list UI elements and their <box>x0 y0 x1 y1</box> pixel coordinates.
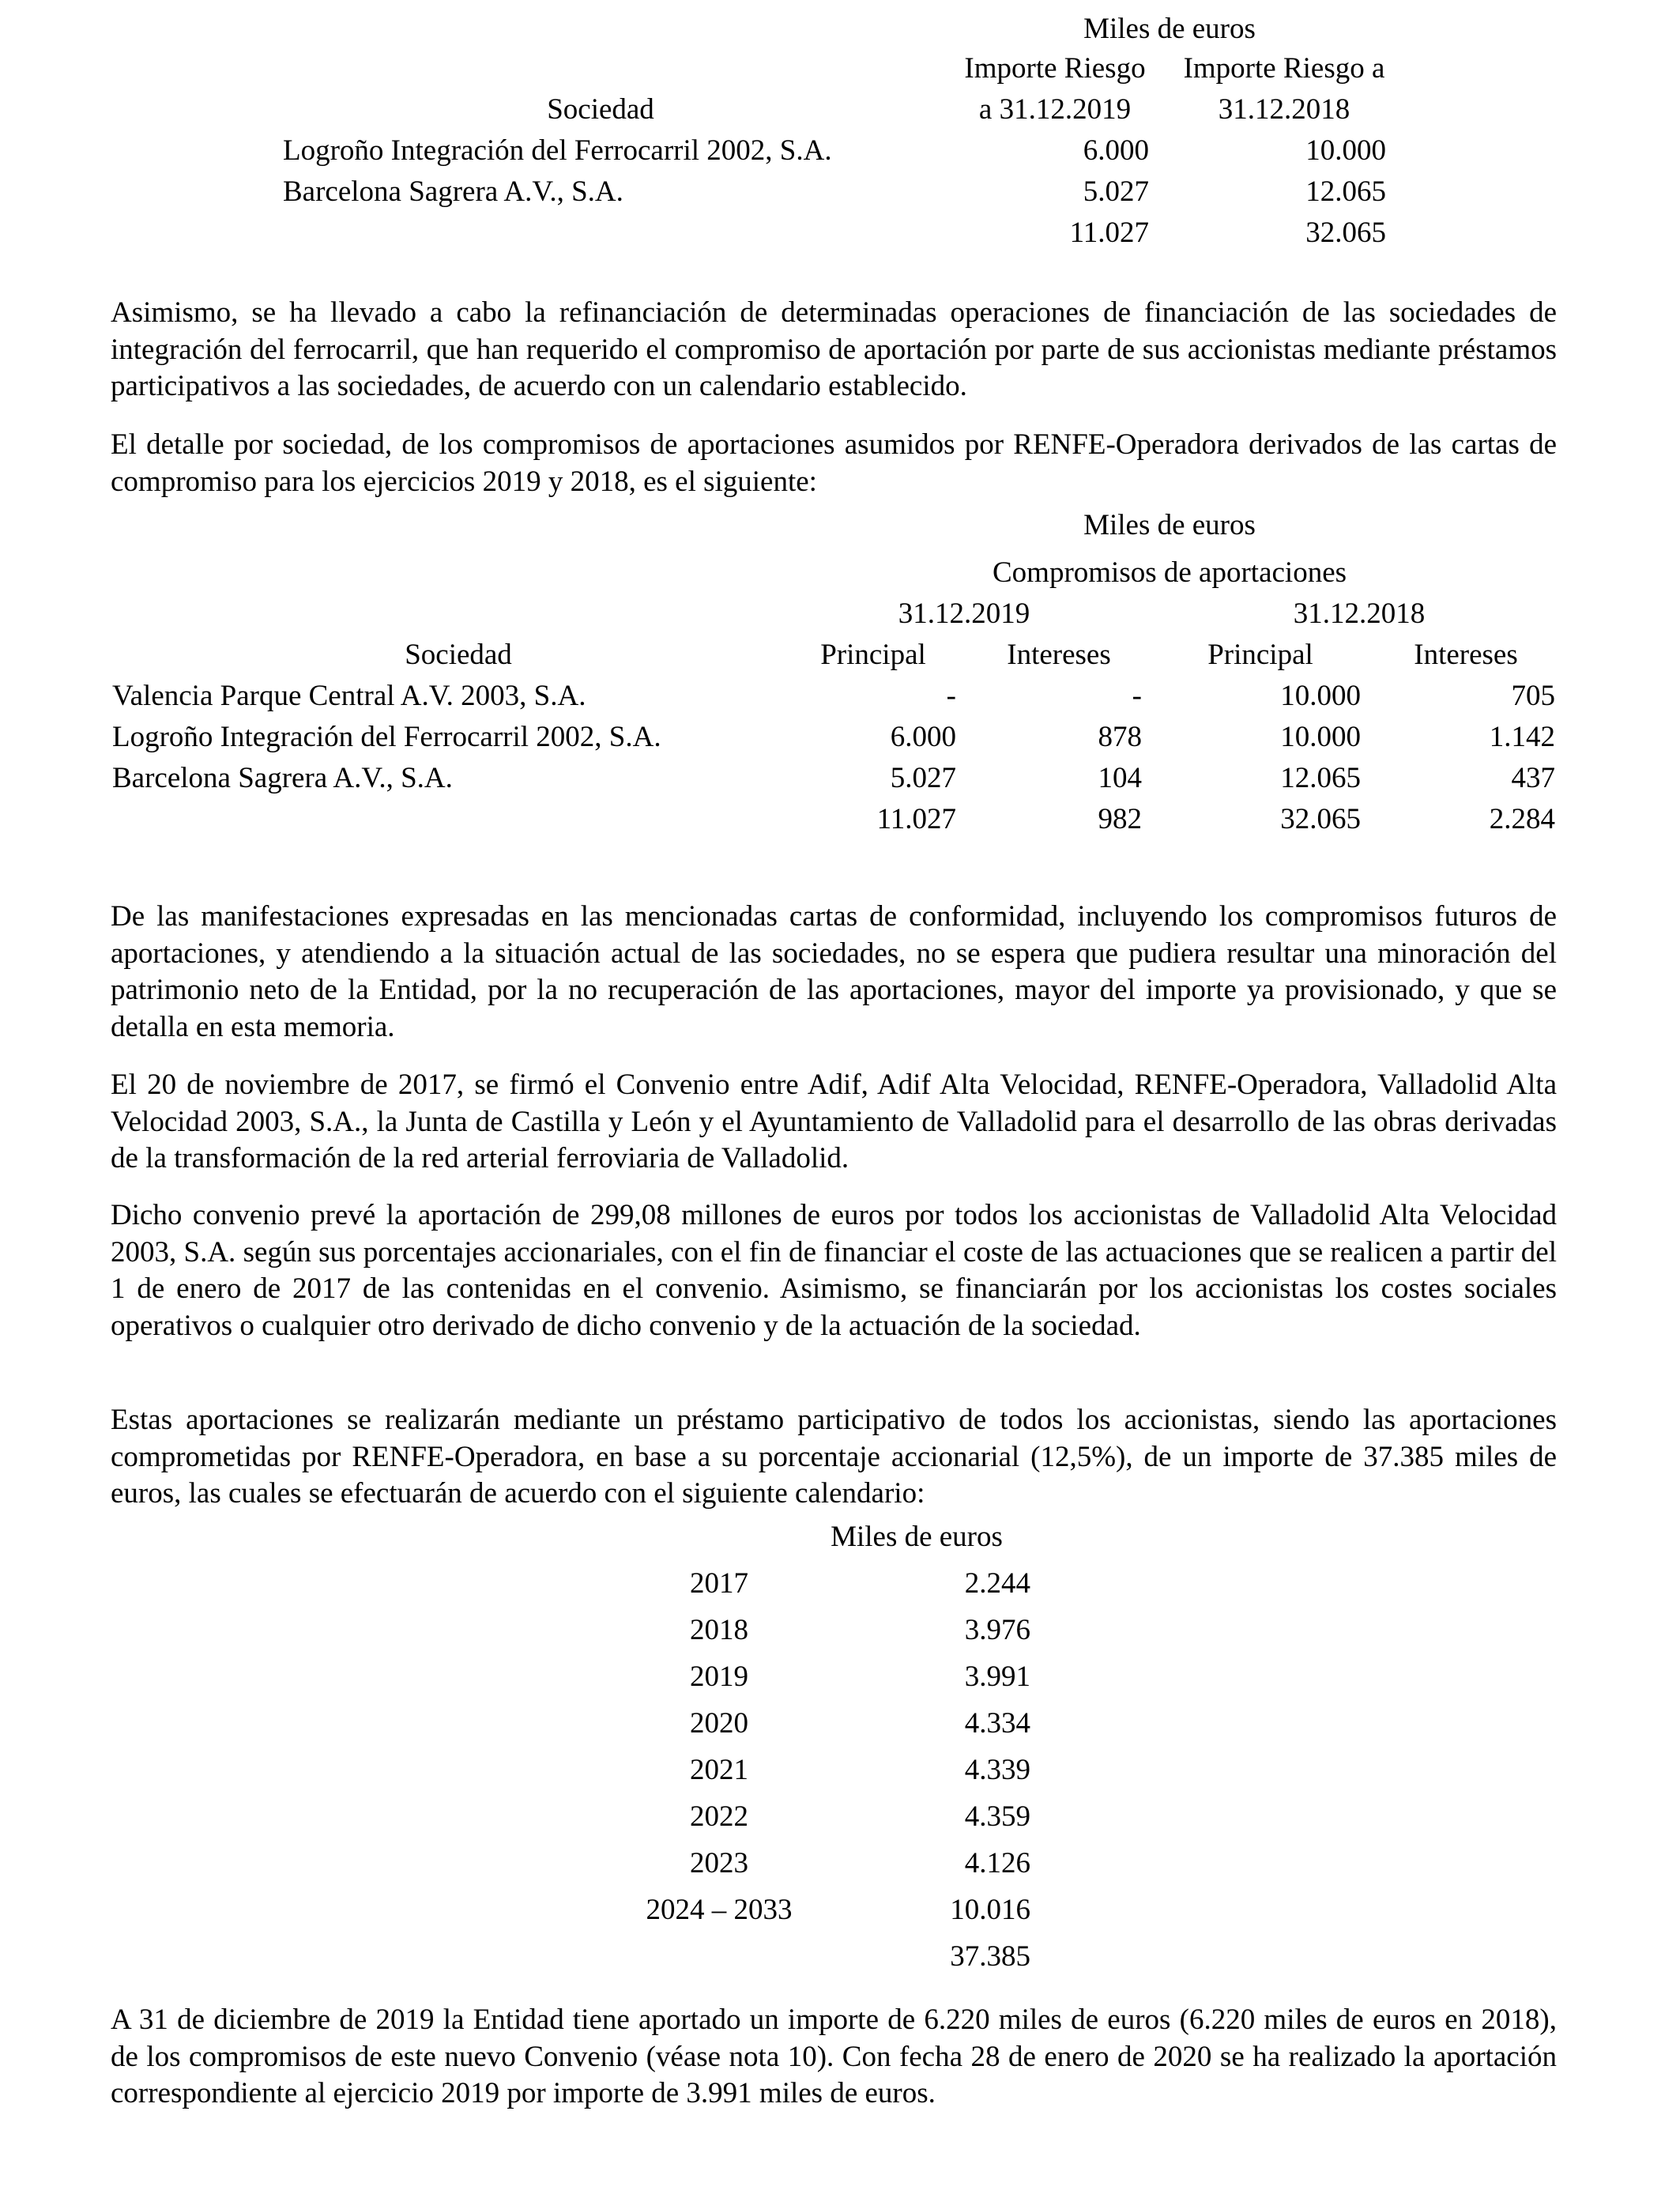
table2-row-p2018: 12.065 <box>1280 762 1361 794</box>
table3-value: 4.334 <box>964 1707 1030 1740</box>
table2-intereses-2019-header: Intereses <box>1007 639 1111 671</box>
table2-principal-2018-header: Principal <box>1207 639 1313 671</box>
table2-intereses-2018-header: Intereses <box>1414 639 1518 671</box>
paragraph-aportado-2019: A 31 de diciembre de 2019 la Entidad tiene aportado un importe de 6.220 miles de euros (6.220 miles de euros en 2018), de los compromisos de este nuevo Convenio (véase nota 10). Con fecha 28 de enero de 2020 se ha realizado la aportación correspondiente al ejercicio 2019 por importe de 3.991 miles de euros. <box>111 2004 1557 2109</box>
table3-year: 2019 <box>690 1661 748 1693</box>
table1-unit: Miles de euros <box>1083 13 1256 45</box>
table3-value: 3.991 <box>964 1661 1030 1693</box>
table2-row-name: Barcelona Sagrera A.V., S.A. <box>112 762 453 794</box>
table2-total-p2018: 32.065 <box>1280 803 1361 835</box>
paragraph-manifestaciones: De las manifestaciones expresadas en las mencionadas cartas de conformidad, incluyendo los compromisos futuros de aportaciones, y atendiendo a la situación actual de las sociedades, no se espera que pudiera resultar una minoración del patrimonio neto de la Entidad, por la no recuperación de las aportaciones, mayor del importe ya provisionado, y que se detalla en esta memoria. <box>111 900 1557 1043</box>
table2-total-i2019: 982 <box>1098 803 1142 835</box>
table1-col1-header-line1: Importe Riesgo <box>964 52 1146 85</box>
paragraph-detalle-compromisos: El detalle por sociedad, de los compromisos de aportaciones asumidos por RENFE-Operadora derivados de las cartas de compromiso para los ejercicios 2019 y 2018, es el siguiente: <box>111 428 1557 498</box>
paragraph-aportacion-convenio: Dicho convenio prevé la aportación de 299,08 millones de euros por todos los accionistas de Valladolid Alta Velocidad 2003, S.A. según sus porcentajes accionariales, con el fin de financiar el coste de las actuaciones que se realicen a partir del 1 de enero de 2017 de las contenidas en el convenio. Asimismo, se financiarán por los accionistas los costes sociales operativos o cualquier otro derivado de dicho convenio y de la actuación de la sociedad. <box>111 1199 1557 1342</box>
table2-label-header: Sociedad <box>405 639 512 671</box>
table1-row-2019: 5.027 <box>1083 175 1149 208</box>
table1-row-name: Logroño Integración del Ferrocarril 2002, S.A. <box>283 134 832 167</box>
table1-col1-header-line2: a 31.12.2019 <box>978 93 1132 126</box>
table3-value: 2.244 <box>964 1567 1030 1600</box>
table3-value: 4.339 <box>964 1754 1030 1786</box>
table3-year: 2020 <box>690 1707 748 1740</box>
table1-row-name: Barcelona Sagrera A.V., S.A. <box>283 175 623 208</box>
table1-row-2018: 12.065 <box>1305 175 1386 208</box>
table3-value: 4.126 <box>964 1847 1030 1879</box>
table1-col2-header-line2: 31.12.2018 <box>1218 93 1350 126</box>
table2-row-i2019: - <box>1132 680 1142 712</box>
table3-year: 2024 – 2033 <box>646 1894 793 1926</box>
table3-year: 2022 <box>690 1800 748 1833</box>
table3-year: 2018 <box>690 1614 748 1646</box>
table2-row-i2019: 104 <box>1098 762 1142 794</box>
table2-row-name: Valencia Parque Central A.V. 2003, S.A. <box>112 680 586 712</box>
table1-label-header: Sociedad <box>547 93 654 126</box>
table2-date-2018: 31.12.2018 <box>1293 598 1426 630</box>
table2-row-p2018: 10.000 <box>1280 680 1361 712</box>
table2-row-p2018: 10.000 <box>1280 721 1361 753</box>
table2-row-i2019: 878 <box>1098 721 1142 753</box>
table3-value: 3.976 <box>964 1614 1030 1646</box>
table2-row-p2019: 5.027 <box>890 762 956 794</box>
table3-year: 2021 <box>690 1754 748 1786</box>
table1-row-2019: 6.000 <box>1083 134 1149 167</box>
table2-row-name: Logroño Integración del Ferrocarril 2002, S.A. <box>112 721 661 753</box>
paragraph-prestamo-participativo: Estas aportaciones se realizarán mediante un préstamo participativo de todos los accionistas, siendo las aportaciones comprometidas por RENFE-Operadora, en base a su porcentaje accionarial (12,5%), de un importe de 37.385 miles de euros, las cuales se efectuarán de acuerdo con el siguiente calendario: <box>111 1404 1557 1510</box>
table3-value: 4.359 <box>964 1800 1030 1833</box>
table3-year: 2017 <box>690 1567 748 1600</box>
table3-value: 10.016 <box>950 1894 1030 1926</box>
table2-group-header: Compromisos de aportaciones <box>992 556 1347 589</box>
table1-row-2018: 10.000 <box>1305 134 1386 167</box>
paragraph-convenio-valladolid: El 20 de noviembre de 2017, se firmó el Convenio entre Adif, Adif Alta Velocidad, RENFE-Operadora, Valladolid Alta Velocidad 2003, S.A., la Junta de Castilla y León y el Ayuntamiento de Valladolid para el desarrollo de las obras derivadas de la transformación de la red arterial ferroviaria de Valladolid. <box>111 1069 1557 1174</box>
table2-unit: Miles de euros <box>1083 509 1256 541</box>
table3-year: 2023 <box>690 1847 748 1879</box>
table2-row-p2019: - <box>946 680 956 712</box>
table3-unit: Miles de euros <box>831 1521 1003 1553</box>
table2-row-i2018: 437 <box>1511 762 1555 794</box>
table3-total: 37.385 <box>950 1940 1030 1973</box>
table1-total-2018: 32.065 <box>1305 217 1386 249</box>
table2-principal-2019-header: Principal <box>820 639 926 671</box>
table1-total-2019: 11.027 <box>1069 217 1149 249</box>
table2-row-i2018: 1.142 <box>1489 721 1555 753</box>
table2-total-p2019: 11.027 <box>876 803 956 835</box>
table2-total-i2018: 2.284 <box>1489 803 1555 835</box>
table2-date-2019: 31.12.2019 <box>898 598 1030 630</box>
table2-row-i2018: 705 <box>1511 680 1555 712</box>
table1-col2-header-line1: Importe Riesgo a <box>1183 52 1385 85</box>
table2-row-p2019: 6.000 <box>890 721 956 753</box>
paragraph-refinanciacion: Asimismo, se ha llevado a cabo la refinanciación de determinadas operaciones de financiación de las sociedades de integración del ferrocarril, que han requerido el compromiso de aportación por parte de sus accionistas mediante préstamos participativos a las sociedades, de acuerdo con un calendario establecido. <box>111 296 1557 402</box>
